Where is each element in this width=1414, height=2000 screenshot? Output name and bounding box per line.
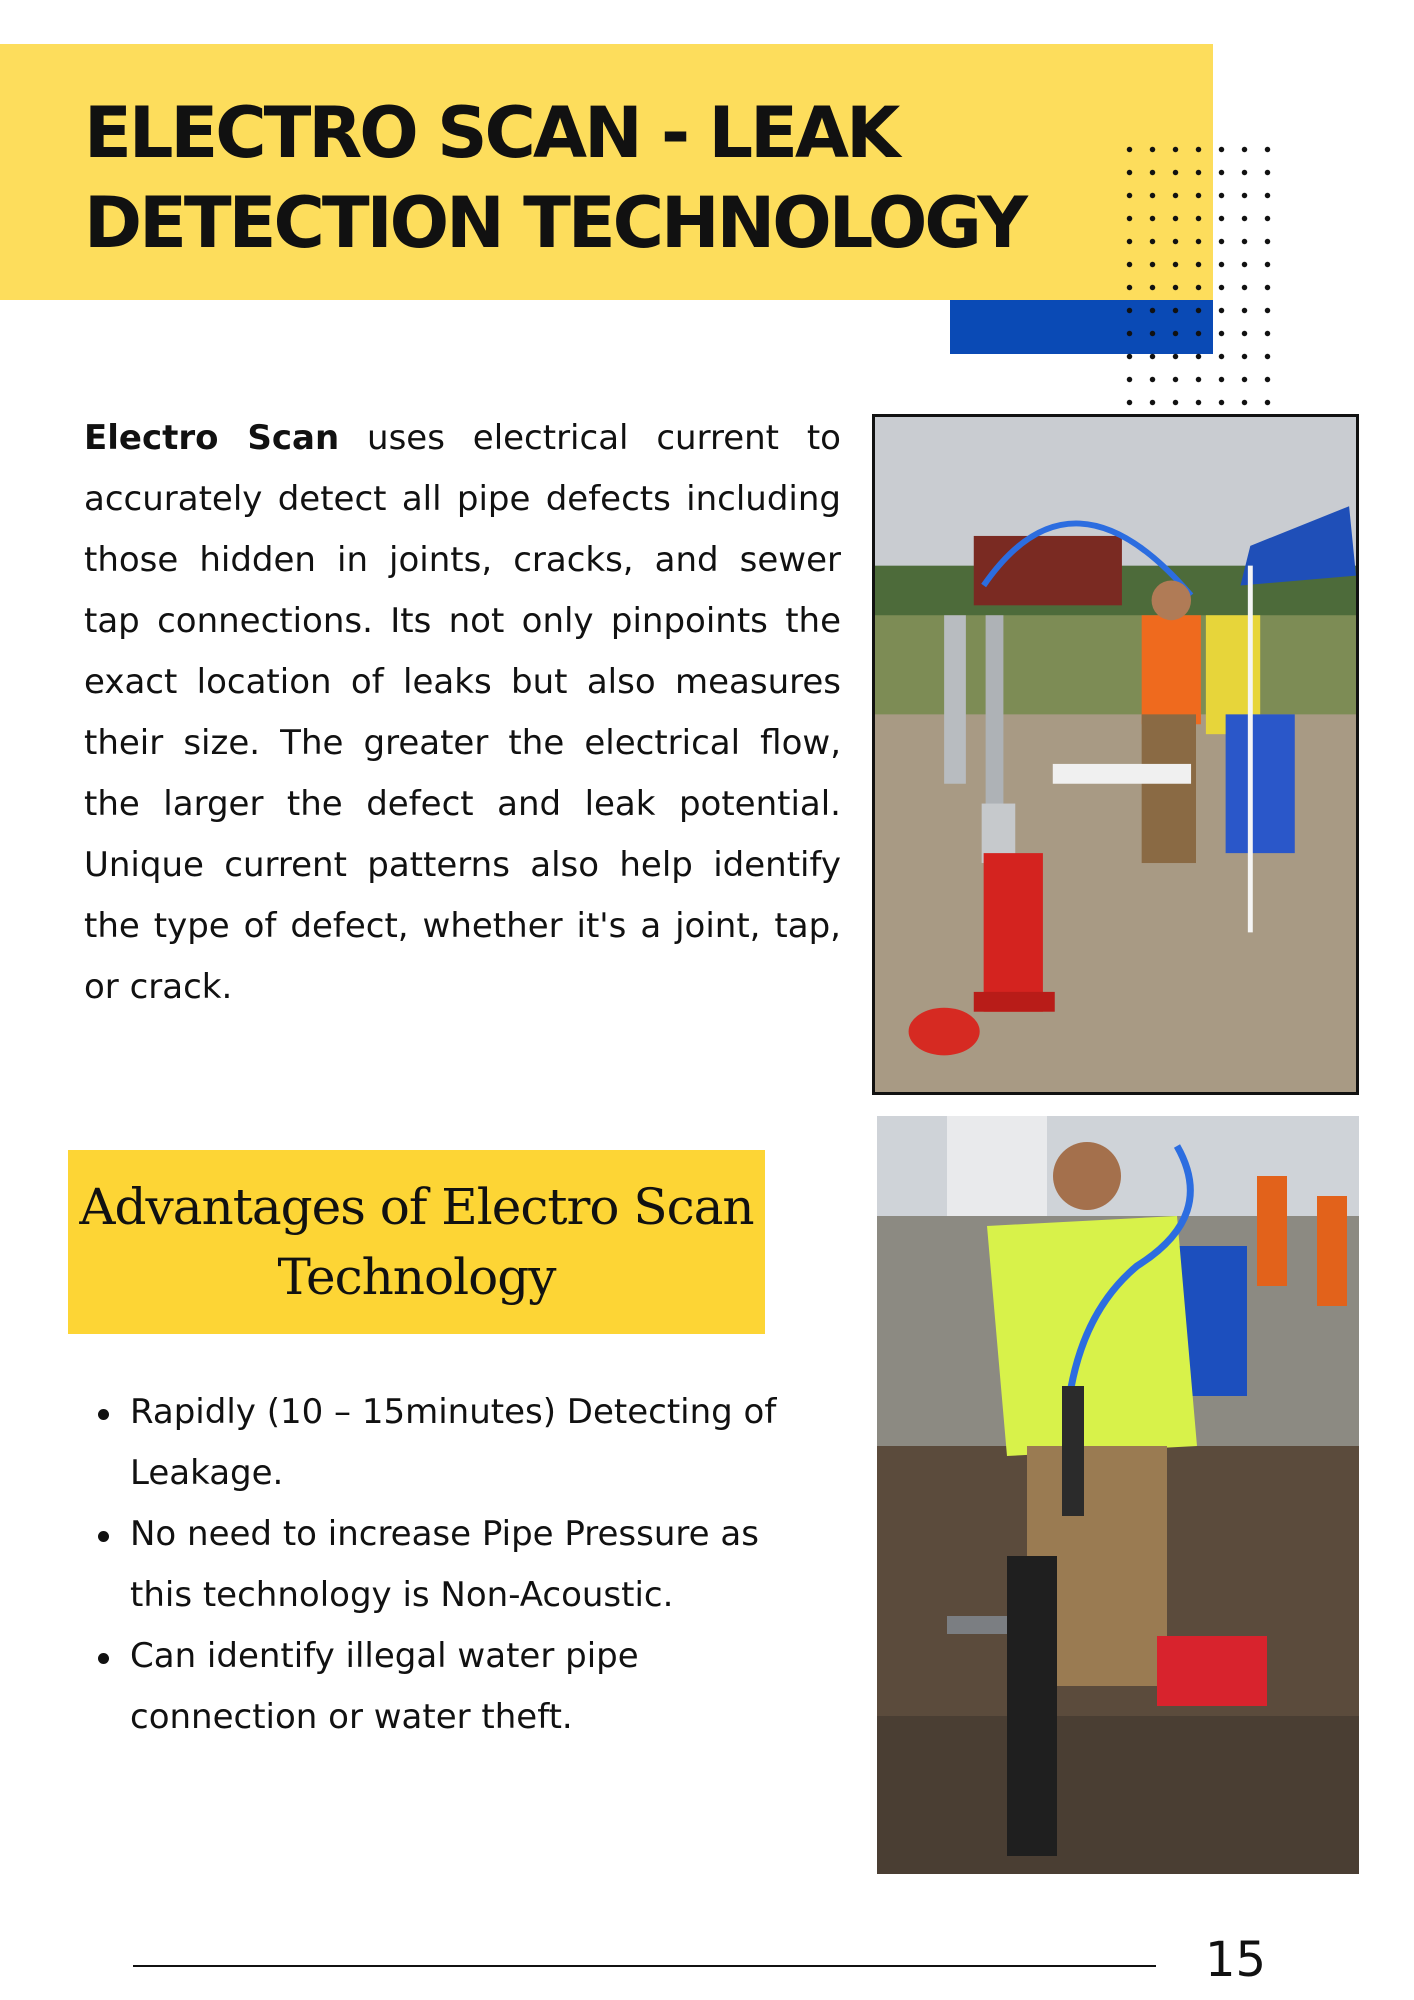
page-number: 15 <box>1205 1932 1267 1988</box>
list-item: No need to increase Pipe Pressure as this technology is Non-Acoustic. <box>96 1504 816 1626</box>
advantages-title: Advantages of Electro Scan Technology <box>79 1178 754 1306</box>
intro-lead: Electro Scan <box>84 418 340 458</box>
page-title: ELECTRO SCAN - LEAK DETECTION TECHNOLOGY <box>84 92 1025 264</box>
list-item: Can identify illegal water pipe connection or water theft. <box>96 1626 816 1748</box>
advantages-list <box>96 1382 816 1748</box>
intro-body: uses electrical current to accurately detect all pipe defects including those hidden in joints, cracks, and sewer tap connections. Its not only pinpoints the exact location of leaks but also measures their size. The greater the electrical flow, the larger the defect and leak potential. Unique current patterns also help identify the type of defect, whether it's a joint, tap, or crack. <box>84 418 841 1007</box>
technician-photo <box>877 1116 1359 1874</box>
advantages-heading-box <box>68 1150 765 1334</box>
footer-divider <box>133 1965 1156 1967</box>
list-item: Rapidly (10 – 15minutes) Detecting of Leakage. <box>96 1382 816 1504</box>
dot-grid-decoration <box>1118 138 1278 416</box>
intro-paragraph <box>84 408 841 1018</box>
field-test-photo <box>872 414 1359 1095</box>
